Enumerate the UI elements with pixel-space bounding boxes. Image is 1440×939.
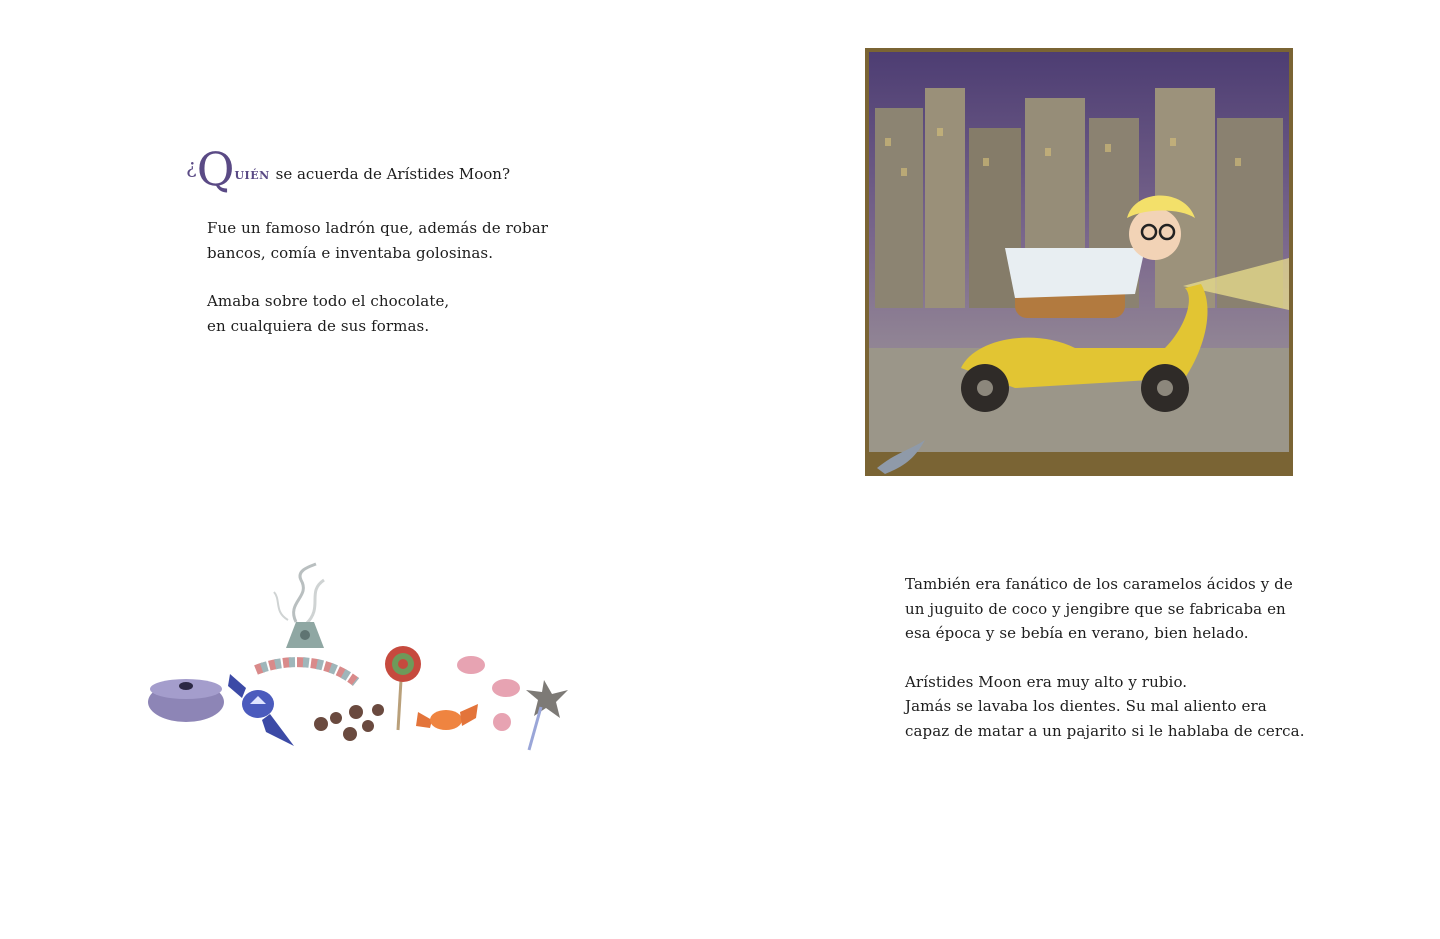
text-line: capaz de matar a un pajarito si le hablaba de cerca. xyxy=(905,721,1305,740)
candy-illustration xyxy=(146,562,576,758)
text-line: También era fanático de los caramelos ácidos y de xyxy=(905,575,1293,593)
text-line: bancos, comía e inventaba golosinas. xyxy=(207,243,494,262)
paragraph xyxy=(905,670,1305,744)
left-page-text xyxy=(207,216,548,362)
paragraph xyxy=(905,572,1305,646)
city-scooter-illustration xyxy=(865,48,1293,476)
small-caps-word: UIÉN xyxy=(234,169,270,182)
text-line: un juguito de coco y jengibre que se fabricaba en xyxy=(905,599,1286,618)
drop-cap: Q xyxy=(196,142,235,196)
opening-rest: se acuerda de Arístides Moon? xyxy=(275,165,510,183)
right-page-text xyxy=(905,572,1305,767)
text-line: Amaba sobre todo el chocolate, xyxy=(207,292,450,310)
opening-line xyxy=(186,142,510,196)
text-line: Jamás se lavaba los dientes. Su mal aliento era xyxy=(905,697,1267,715)
text-line: en cualquiera de sus formas. xyxy=(207,316,430,335)
text-line: Fue un famoso ladrón que, además de robar xyxy=(207,219,549,237)
paragraph xyxy=(207,289,548,338)
text-line: esa época y se bebía en verano, bien helado. xyxy=(905,624,1249,642)
question-mark: ¿ xyxy=(186,154,197,178)
text-line: Arístides Moon era muy alto y rubio. xyxy=(905,672,1188,691)
paragraph xyxy=(207,216,548,265)
